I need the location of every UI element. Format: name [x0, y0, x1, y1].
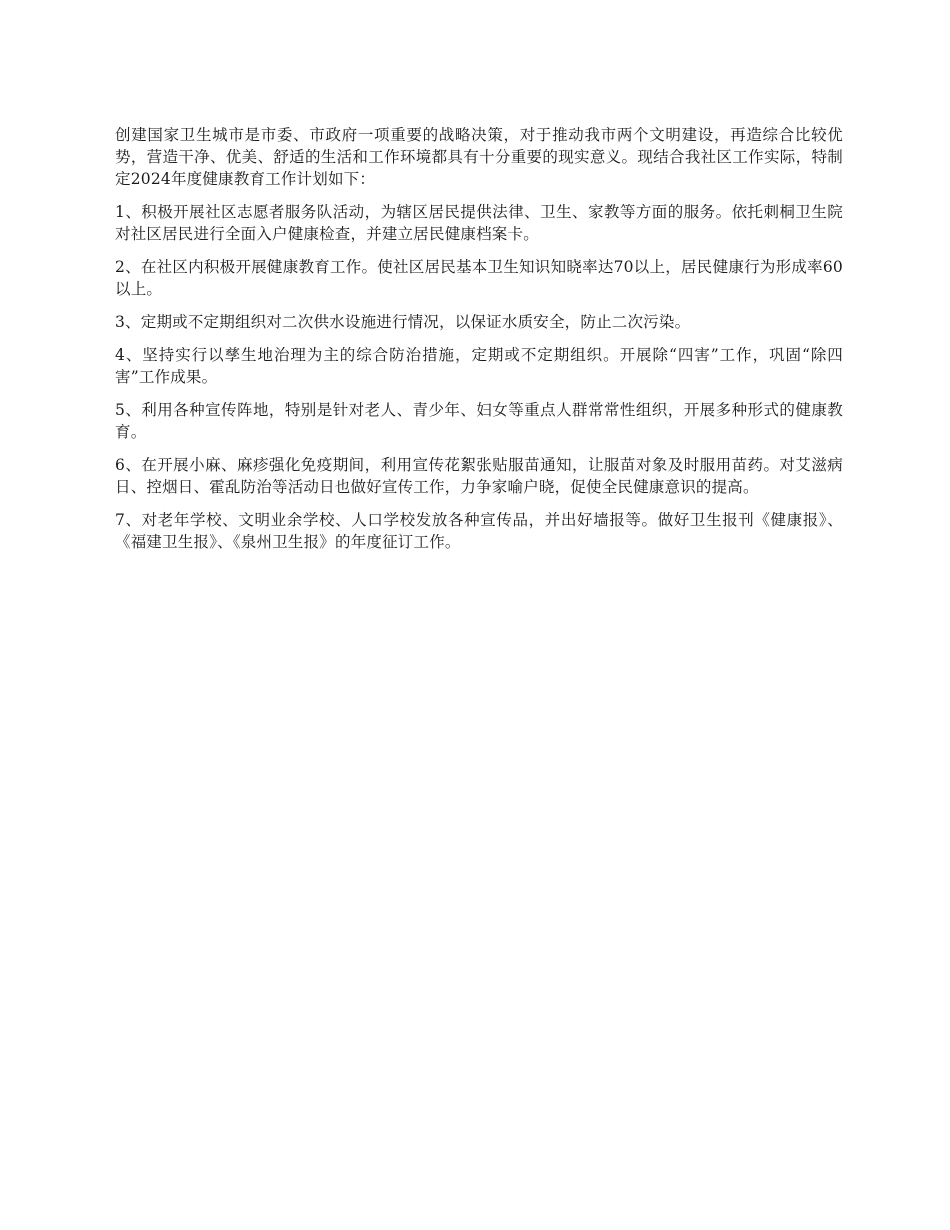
plan-item-2: 2、在社区内积极开展健康教育工作。使社区居民基本卫生知识知晓率达70以上，居民健康行为形成率60以上。: [115, 258, 843, 298]
document-body: [115, 124, 843, 564]
plan-item-3: 3、定期或不定期组织对二次供水设施进行情况，以保证水质安全，防止二次污染。: [115, 313, 691, 331]
plan-item-1: 1、积极开展社区志愿者服务队活动，为辖区居民提供法律、卫生、家教等方面的服务。依托刺桐卫生院对社区居民进行全面入户健康检查，并建立居民健康档案卡。: [115, 203, 843, 243]
plan-item-4: 4、坚持实行以孳生地治理为主的综合防治措施，定期或不定期组织。开展除“四害”工作，巩固“除四害”工作成果。: [115, 346, 843, 386]
intro-paragraph: 创建国家卫生城市是市委、市政府一项重要的战略决策，对于推动我市两个文明建设，再造综合比较优势，营造干净、优美、舒适的生活和工作环境都具有十分重要的现实意义。现结合我社区工作实际，特制定2024年度健康教育工作计划如下：: [115, 126, 843, 188]
plan-item-5: 5、利用各种宣传阵地，特别是针对老人、青少年、妇女等重点人群常常性组织，开展多种形式的健康教育。: [115, 401, 843, 441]
plan-item-6: 6、在开展小麻、麻疹强化免疫期间，利用宣传花絮张贴服苗通知，让服苗对象及时服用苗药。对艾滋病日、控烟日、霍乱防治等活动日也做好宣传工作，力争家喻户晓，促使全民健康意识的提高。: [115, 456, 843, 496]
plan-item-7: 7、对老年学校、文明业余学校、人口学校发放各种宣传品，并出好墙报等。做好卫生报刊《健康报》、《福建卫生报》、《泉州卫生报》的年度征订工作。: [115, 511, 843, 551]
